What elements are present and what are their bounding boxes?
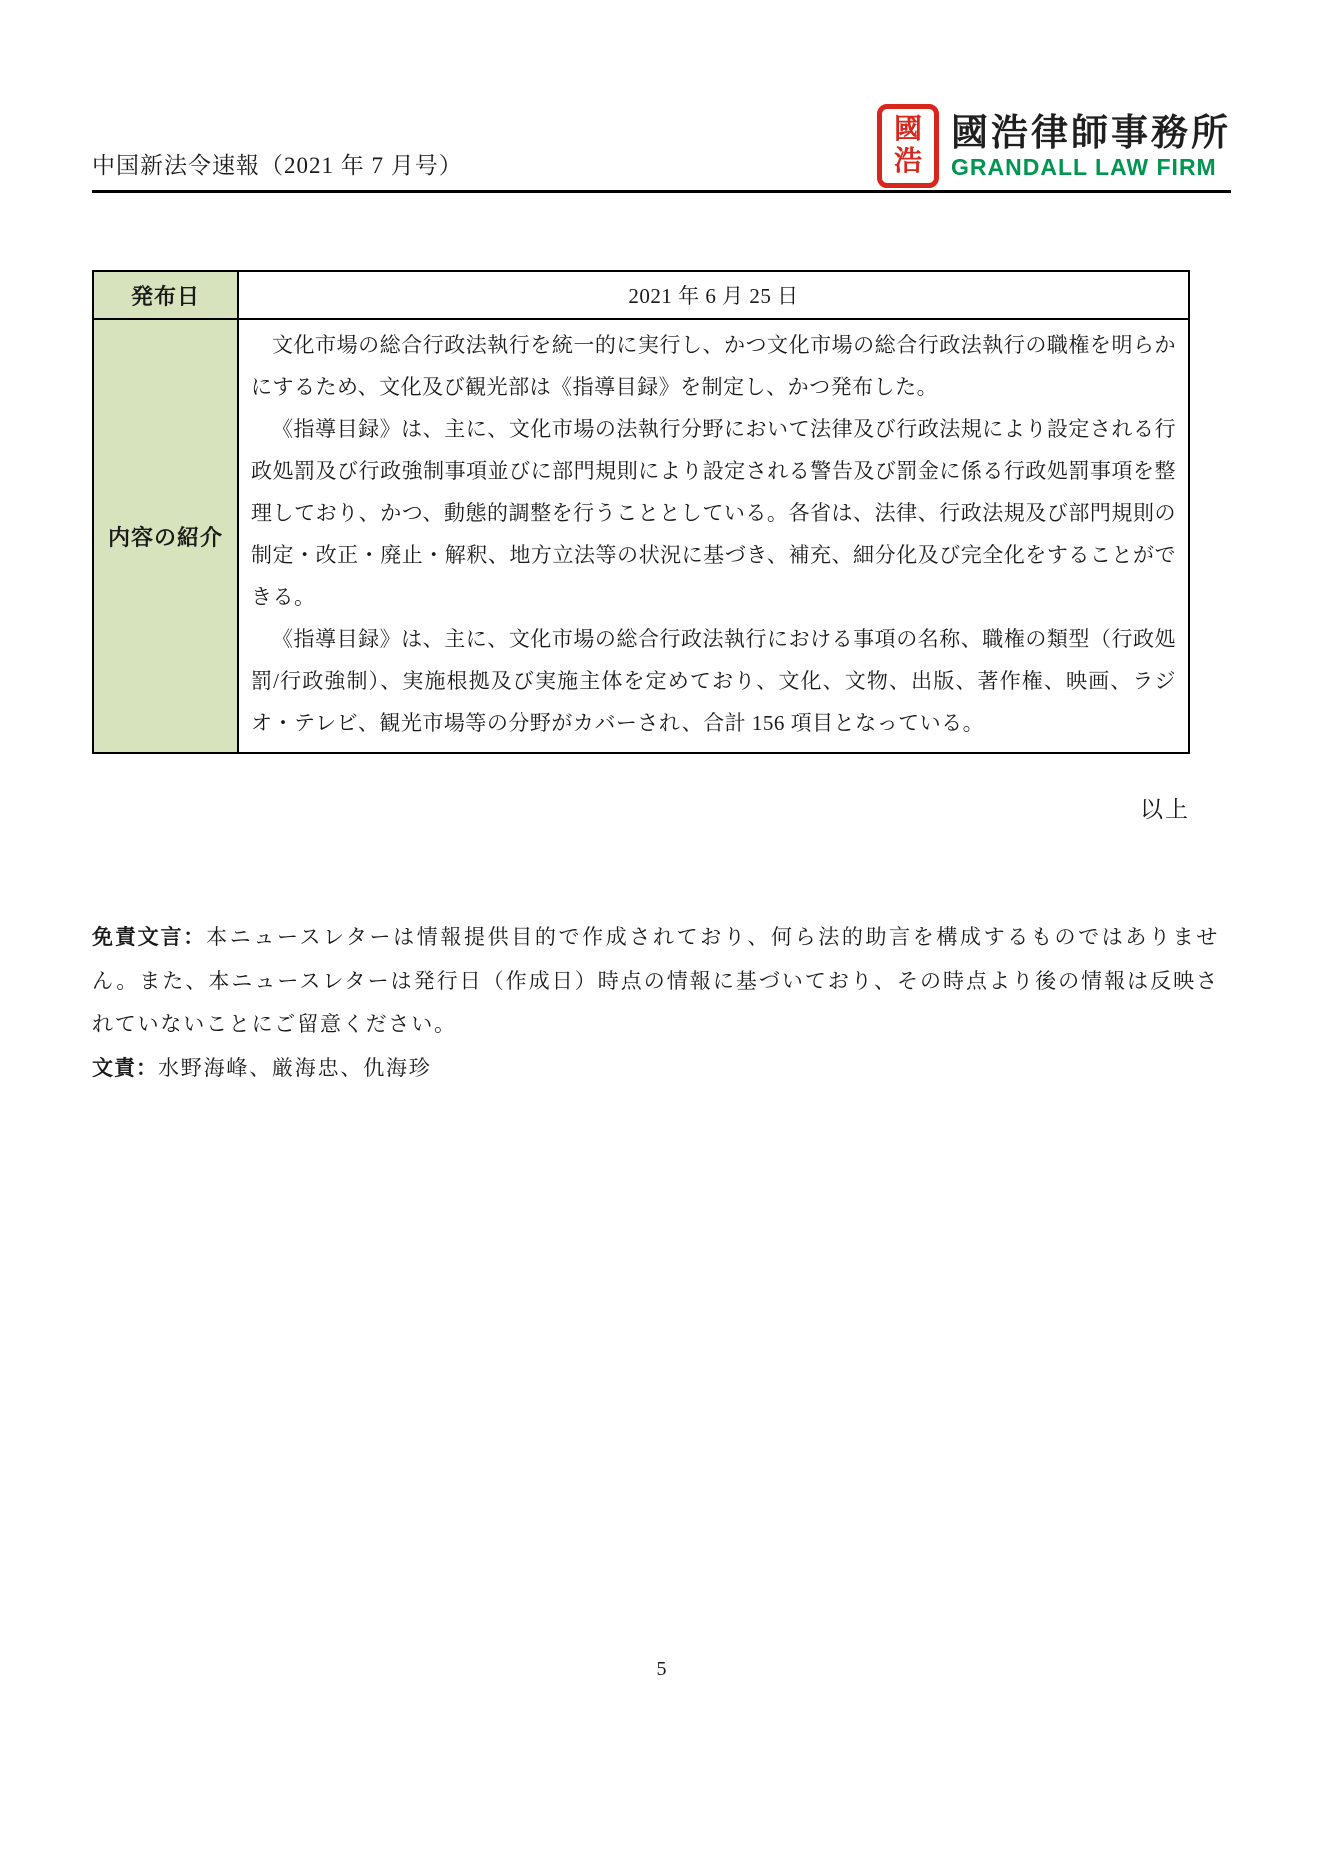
header-divider bbox=[92, 190, 1231, 193]
firm-name-en: GRANDALL LAW FIRM bbox=[951, 153, 1217, 180]
publish-date-row bbox=[93, 271, 1189, 319]
authors-names: 水野海峰、厳海忠、仇海珍 bbox=[158, 1056, 432, 1081]
content-row bbox=[93, 319, 1189, 753]
firm-name-block bbox=[951, 113, 1231, 180]
disclaimer-paragraph bbox=[92, 916, 1219, 1047]
publish-date-value-cell: 2021 年 6 月 25 日 bbox=[238, 271, 1189, 319]
newsletter-title: 中国新法令速報（2021 年 7 月号） bbox=[92, 153, 463, 178]
content-cell bbox=[238, 319, 1189, 753]
content-paragraph: 文化市場の総合行政法執行を統一的に実行し、かつ文化市場の総合行政法執行の職権を明らかにするため、文化及び観光部は《指導目録》を制定し、かつ発布した。 bbox=[251, 333, 1176, 399]
disclaimer-label: 免責文言： bbox=[92, 925, 207, 949]
disclaimer-block bbox=[92, 916, 1219, 1091]
disclaimer-body: 本ニュースレターは情報提供目的で作成されており、何ら法的助言を構成するものではありません。また、本ニュースレターは発行日（作成日）時点の情報に基づいており、その時点より後の情報は反映されていないことにご留意ください。 bbox=[92, 925, 1219, 1037]
content-paragraph: 《指導目録》は、主に、文化市場の総合行政法執行における事項の名称、職権の類型（行政処罰/行政強制）、実施根拠及び実施主体を定めており、文化、文物、出版、著作権、映画、ラジオ・テレビ、観光市場等の分野がカバーされ、合計 156 項目となっている。 bbox=[251, 627, 1176, 735]
closing-text: 以上 bbox=[1140, 797, 1190, 822]
authors-label: 文責： bbox=[92, 1056, 158, 1081]
authors-line bbox=[92, 1047, 1219, 1091]
firm-seal-icon bbox=[877, 104, 939, 188]
firm-name-cjk: 國浩律師事務所 bbox=[951, 111, 1231, 153]
seal-char-bottom: 浩 bbox=[893, 146, 922, 177]
firm-logo bbox=[877, 104, 1231, 188]
page-number: 5 bbox=[656, 1658, 667, 1680]
content-label-cell: 内容の紹介 bbox=[93, 319, 238, 753]
header bbox=[92, 104, 1231, 188]
seal-char-top: 國 bbox=[893, 113, 922, 145]
content-paragraph: 《指導目録》は、主に、文化市場の法執行分野において法律及び行政法規により設定される行政処罰及び行政強制事項並びに部門規則により設定される警告及び罰金に係る行政処罰事項を整理しており、かつ、動態的調整を行うこととしている。各省は、法律、行政法規及び部門規則の制定・改正・廃止・解釈、地方立法等の状況に基づき、補充、細分化及び完全化をすることができる。 bbox=[251, 417, 1176, 609]
publish-date-label-cell: 発布日 bbox=[93, 271, 238, 319]
info-table bbox=[92, 270, 1190, 754]
